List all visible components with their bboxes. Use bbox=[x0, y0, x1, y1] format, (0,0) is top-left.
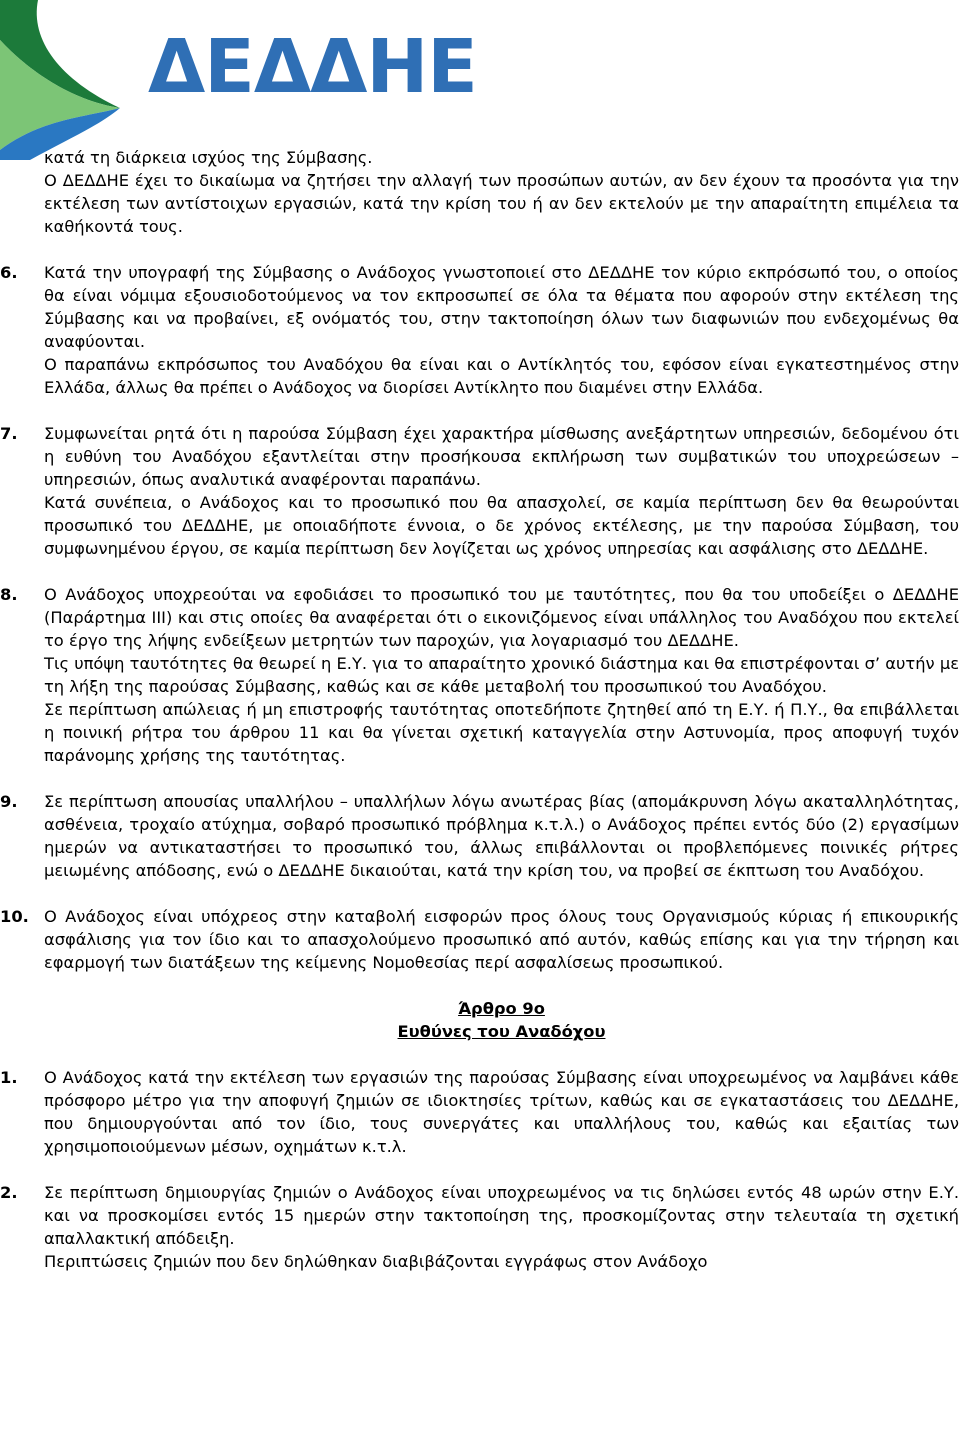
clause-paragraph: Τις υπόψη ταυτότητες θα θεωρεί η Ε.Υ. για το απαραίτητο χρονικό διάστημα και θα επιστρέφονται σ’ αυτήν με τη λήξη της παρούσας Σύμβασης, καθώς και σε κάθε μεταβολή του προσωπικού του Αναδόχου. bbox=[44, 654, 959, 696]
clause-paragraph: Σε περίπτωση απώλειας ή μη επιστροφής ταυτότητας οποτεδήποτε ζητηθεί από τη Ε.Υ. ή Π.Υ., θα επιβάλλεται η ποινική ρήτρα του άρθρου 11 και θα γίνεται σχετική καταγγελία στην Αστυνομία, προς αποφυγή τυχόν παράνομης χρήσης της ταυτότητας. bbox=[44, 700, 959, 765]
article-clauses-list bbox=[0, 1066, 959, 1273]
article-title: Άρθρο 9ο bbox=[458, 999, 545, 1018]
clause-paragraph: Συμφωνείται ρητά ότι η παρούσα Σύμβαση έχει χαρακτήρα μίσθωσης ανεξάρτητων υπηρεσιών, δεδομένου ότι η ευθύνη του Αναδόχου εξαντλείται στην προσήκουσα εκπλήρωση των συμβατικών του υποχρεώσεων – υπηρεσιών, όπως αναλυτικά αναφέρονται παραπάνω. bbox=[44, 424, 959, 489]
article-heading bbox=[44, 997, 959, 1043]
clause-body bbox=[44, 422, 959, 560]
clause-body bbox=[44, 1066, 959, 1158]
clause-paragraph: Σε περίπτωση απουσίας υπαλλήλου – υπαλλήλων λόγω ανωτέρας βίας (απομάκρυνση λόγω ακαταλληλότητας, ασθένεια, τροχαίο ατύχημα, σοβαρό προσωπικό πρόβλημα κ.τ.λ.) ο Ανάδοχος πρέπει εντός δύο (2) εργασίμων ημερών να αντικαταστήσει το προσωπικό του, άλλως επιβάλλονται οι προβλεπόμενες ποινικές ρήτρες μειωμένης απόδοσης, ενώ ο ΔΕΔΔΗΕ δικαιούται, κατά την κρίση του, να προβεί σε έκπτωση του Αναδόχου. bbox=[44, 792, 959, 880]
clause-body bbox=[44, 261, 959, 399]
clause-item bbox=[0, 790, 959, 882]
clause-paragraph: Ο παραπάνω εκπρόσωπος του Αναδόχου θα είναι και ο Αντίκλητός του, εφόσον είναι εγκατεστημένος στην Ελλάδα, άλλως θα πρέπει ο Ανάδοχος να διορίσει Αντίκλητο που διαμένει στην Ελλάδα. bbox=[44, 355, 959, 397]
clause-item bbox=[0, 422, 959, 560]
clause-paragraph: Ο Ανάδοχος κατά την εκτέλεση των εργασιών της παρούσας Σύμβασης είναι υποχρεωμένος να λαμβάνει κάθε πρόσφορο μέτρο για την αποφυγή ζημιών σε ιδιοκτησίες τρίτων, καθώς και σε εγκαταστάσεις του ΔΕΔΔΗΕ, που δημιουργούνται από τον ίδιο, τους συνεργάτες και υπαλλήλους του, καθώς και εξαιτίας των χρησιμοποιούμενων μέσων, οχημάτων κ.τ.λ. bbox=[44, 1068, 959, 1156]
clause-item bbox=[0, 1181, 959, 1273]
clause-paragraph: Σε περίπτωση δημιουργίας ζημιών ο Ανάδοχος είναι υποχρεωμένος να τις δηλώσει εντός 48 ωρών στην Ε.Υ. και να προσκομίσει εντός 15 ημερών στην τακτοποίηση της, προσκομίζοντας στην τελευταία τη σχετική απαλλακτική απόδειξη. bbox=[44, 1183, 959, 1248]
clause-body bbox=[44, 1181, 959, 1273]
clause-number: 7. bbox=[0, 424, 18, 443]
clause-item bbox=[0, 905, 959, 974]
logo-wordmark: ΔΕΔΔΗΕ bbox=[148, 24, 477, 110]
clause-number: 8. bbox=[0, 585, 18, 604]
clause-item bbox=[0, 261, 959, 399]
clause-number: 2. bbox=[0, 1183, 18, 1202]
clause-number: 10. bbox=[0, 907, 29, 926]
clause-item bbox=[0, 583, 959, 767]
clause-number: 9. bbox=[0, 792, 18, 811]
clause-paragraph: Ο Ανάδοχος υποχρεούται να εφοδιάσει το προσωπικό του με ταυτότητες, που θα του υποδείξει ο ΔΕΔΔΗΕ (Παράρτημα ΙΙΙ) και στις οποίες θα αναφέρεται ότι ο εικονιζόμενος είναι υπάλληλος του Αναδόχου που εκτελεί το έργο της λήψης ενδείξεων μετρητών των παροχών, για λογαριασμό του ΔΕΔΔΗΕ. bbox=[44, 585, 959, 650]
clause-paragraph: Περιπτώσεις ζημιών που δεν δηλώθηκαν διαβιβάζονται εγγράφως στον Ανάδοχο bbox=[44, 1252, 708, 1271]
logo-swoosh-icon bbox=[0, 0, 160, 160]
clauses-list bbox=[0, 261, 959, 974]
clause-body bbox=[44, 790, 959, 882]
article-subtitle: Ευθύνες του Αναδόχου bbox=[397, 1022, 606, 1041]
clause-body bbox=[44, 905, 959, 974]
intro-line-1: κατά τη διάρκεια ισχύος της Σύμβασης. bbox=[44, 148, 373, 167]
clause-paragraph: Κατά την υπογραφή της Σύμβασης ο Ανάδοχος γνωστοποιεί στο ΔΕΔΔΗΕ τον κύριο εκπρόσωπό του, ο οποίος θα είναι νόμιμα εξουσιοδοτούμενος να τον εκπροσωπεί σε όλα τα θέματα που αφορούν στην εκτέλεση της Σύμβασης και να προβαίνει, εξ ονόματός του, στην τακτοποίηση όλων των διαφωνιών που ενδεχομένως θα αναφύονται. bbox=[44, 263, 959, 351]
intro-line-2: Ο ΔΕΔΔΗΕ έχει το δικαίωμα να ζητήσει την αλλαγή των προσώπων αυτών, αν δεν έχουν τα προσόντα για την εκτέλεση των αντίστοιχων εργασιών, κατά την κρίση του ή αν δεν εκτελούν με την απαραίτητη επιμέλεια τα καθήκοντά τους. bbox=[44, 171, 959, 236]
company-logo bbox=[0, 0, 477, 160]
clause-paragraph: Ο Ανάδοχος είναι υπόχρεος στην καταβολή εισφορών προς όλους τους Οργανισμούς κύριας ή επικουρικής ασφάλισης για τον ίδιο και το απασχολούμενο προσωπικό από αυτόν, καθώς επίσης και για την τήρηση και εφαρμογή των διατάξεων της κείμενης Νομοθεσίας περί ασφαλίσεως προσωπικού. bbox=[44, 907, 959, 972]
clause-number: 6. bbox=[0, 263, 18, 282]
clause-number: 1. bbox=[0, 1068, 18, 1087]
document-body bbox=[0, 146, 959, 1273]
clause-paragraph: Κατά συνέπεια, ο Ανάδοχος και το προσωπικό που θα απασχολεί, σε καμία περίπτωση δεν θα θεωρούνται προσωπικό του ΔΕΔΔΗΕ, με οποιαδήποτε έννοια, ο δε χρόνος εκτέλεσης, με την παρούσα Σύμβαση, του συμφωνημένου έργου, σε καμία περίπτωση δεν λογίζεται ως χρόνος υπηρεσίας και ασφάλισης στο ΔΕΔΔΗΕ. bbox=[44, 493, 959, 558]
clause-item bbox=[0, 1066, 959, 1158]
clause-body bbox=[44, 583, 959, 767]
